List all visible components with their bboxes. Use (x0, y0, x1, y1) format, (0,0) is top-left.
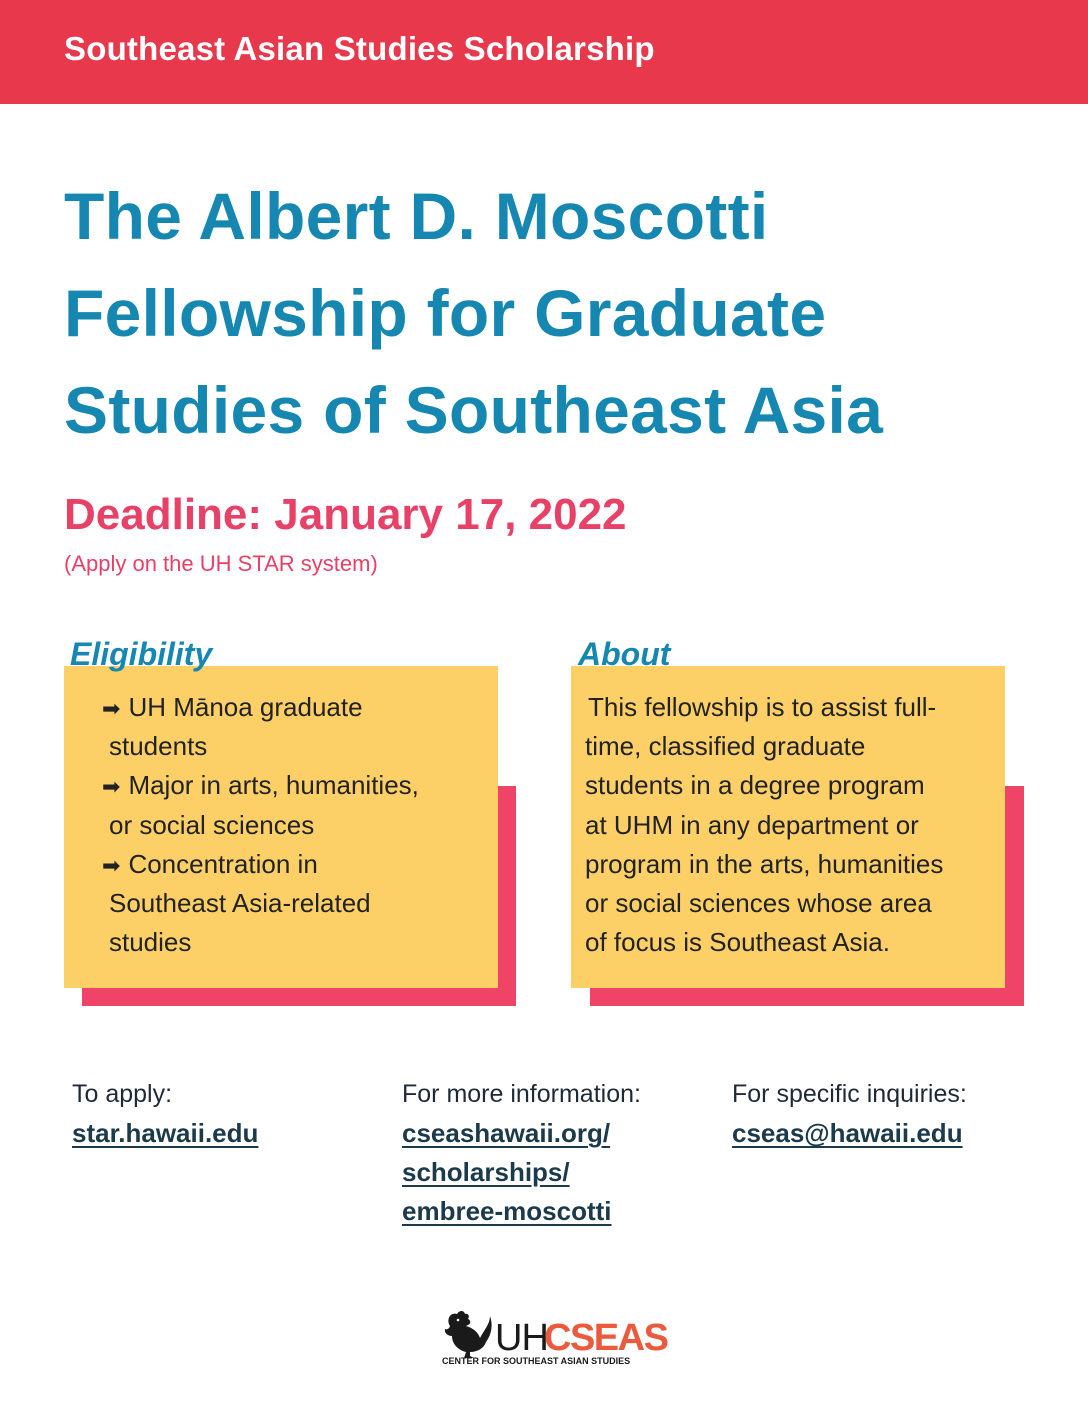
eligibility-item-continuation: or social sciences (109, 810, 315, 840)
more-info-link[interactable]: scholarships/ (402, 1157, 570, 1187)
right-arrow-icon: ➡ (102, 853, 121, 878)
about-text-line: of focus is Southeast Asia. (585, 927, 890, 957)
about-text-line: time, classified graduate (585, 731, 866, 761)
right-arrow-icon: ➡ (102, 774, 121, 799)
logo-graphic (440, 1306, 668, 1368)
inquiries-email-link[interactable]: cseas@hawaii.edu (732, 1118, 963, 1148)
about-heading: About (578, 636, 671, 672)
eligibility-item-continuation: studies (109, 927, 192, 957)
inquiries-label: For specific inquiries: (732, 1080, 967, 1108)
more-info-link[interactable]: embree-moscotti (402, 1196, 612, 1226)
apply-link[interactable]: star.hawaii.edu (72, 1118, 259, 1148)
title-line: Studies of Southeast Asia (64, 373, 884, 447)
top-banner (0, 0, 1088, 104)
about-text-line: program in the arts, humanities (585, 849, 944, 879)
eligibility-item: ➡ UH Mānoa graduate (102, 692, 363, 722)
title-line: The Albert D. Moscotti (64, 179, 769, 253)
eligibility-item: ➡ Concentration in (102, 849, 318, 879)
eligibility-card (64, 666, 498, 988)
about-text-line: This fellowship is to assist full- (588, 692, 937, 722)
eligibility-item: ➡ Major in arts, humanities, (102, 770, 419, 800)
uh-cseas-logo (440, 1306, 668, 1368)
eligibility-item-continuation: students (109, 731, 208, 761)
more-info-label: For more information: (402, 1080, 641, 1108)
title-line: Fellowship for Graduate (64, 276, 827, 350)
about-text-line: students in a degree program (585, 770, 925, 800)
logo-uh-text: UH (495, 1317, 548, 1359)
deadline-text: Deadline: January 17, 2022 (64, 490, 627, 539)
banner-title: Southeast Asian Studies Scholarship (64, 30, 655, 67)
rooster-icon (445, 1311, 492, 1358)
about-text-line: or social sciences whose area (585, 888, 932, 918)
about-card (571, 666, 1005, 988)
logo-cseas-text: CSEAS (544, 1317, 668, 1359)
eligibility-heading: Eligibility (70, 636, 213, 672)
apply-label: To apply: (72, 1080, 173, 1108)
fellowship-title (64, 168, 1044, 459)
right-arrow-icon: ➡ (102, 696, 121, 721)
logo-subtitle: CENTER FOR SOUTHEAST ASIAN STUDIES (442, 1356, 631, 1366)
deadline-note: (Apply on the UH STAR system) (64, 551, 378, 576)
eligibility-item-continuation: Southeast Asia-related (109, 888, 371, 918)
more-info-link[interactable]: cseashawaii.org/ (402, 1118, 611, 1148)
about-text-line: at UHM in any department or (585, 810, 919, 840)
